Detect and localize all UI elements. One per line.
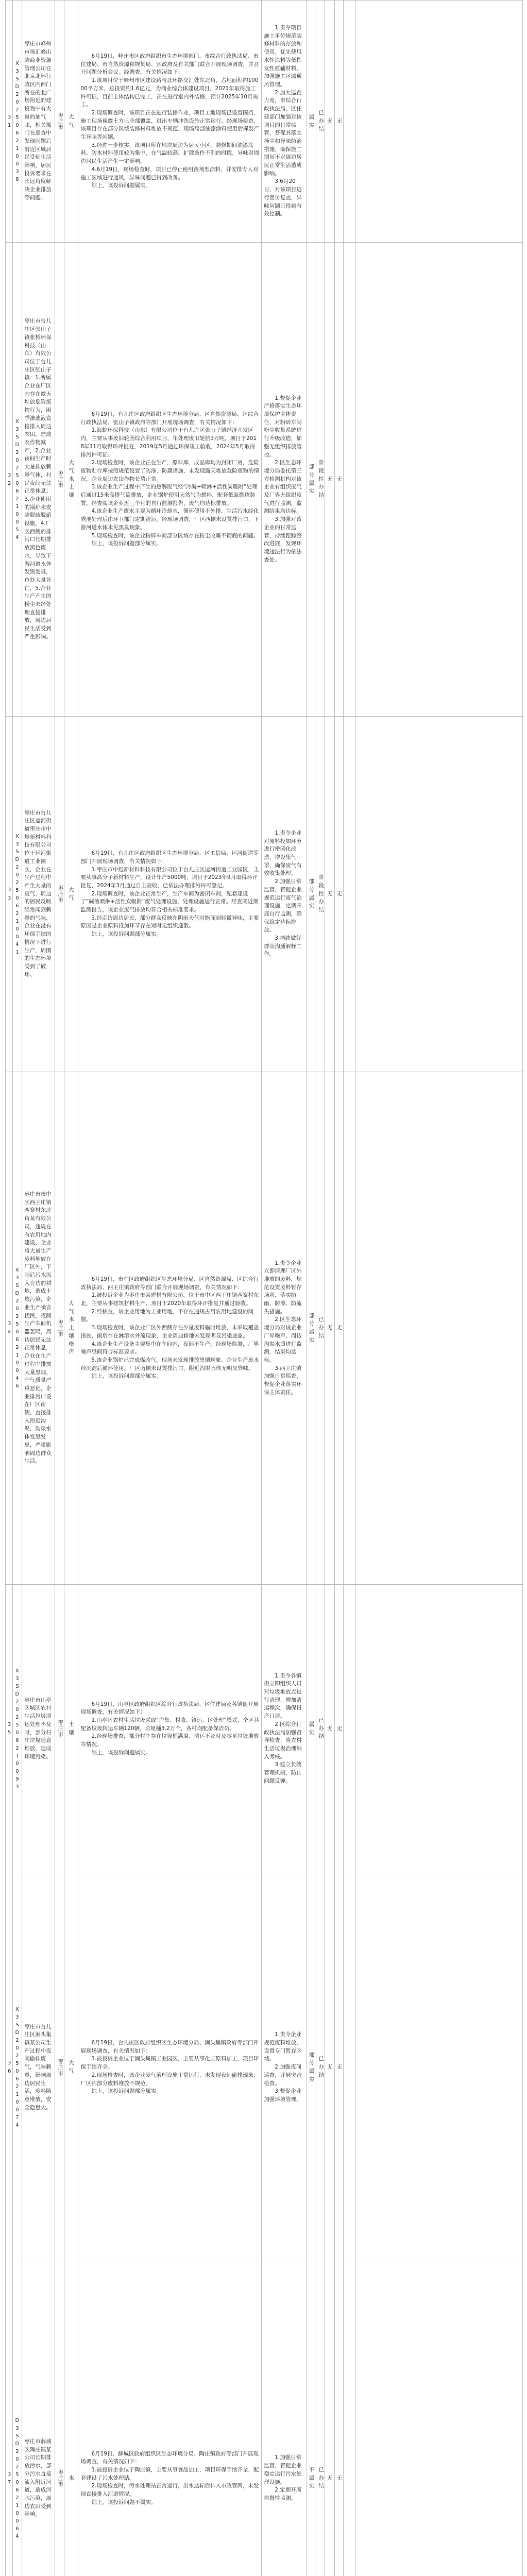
facts-paragraph: 6月19日，山亭区政府组织区综合行政执法局、区住建局及各镇街开展现场调查，有关情况如下：: [80, 1701, 259, 1716]
facts-paragraph: 2.现场检查时，该企业废气治理设施正常运行，未发现夜间偷排现象，厂区内部分废料堆放不规范。: [80, 2072, 259, 2087]
measure-paragraph: 1.责令企业规范废料堆放，设置专门暂存区域。: [264, 2031, 302, 2062]
rectification-measures: [262, 2262, 307, 2576]
facts-paragraph: 1.海蛇环保科技（山东）有限公司位于台儿庄区张山子镇经济开发区内，主要从事废旧轮胎综合利用项目，年处理废旧轮胎3万吨，项目于2018年11月取得环评批复，2019年5月通过环保竣工验收，2024年5月取得排污许可证。: [80, 427, 257, 458]
measure-paragraph: 2.区生态环境分局对该企业厂界噪声、周边沟渠水质进行监测，结果均达标。: [264, 1316, 302, 1363]
complaint-code: X3 SD 20 25 06 21 00 74: [12, 1873, 22, 2262]
row-index: 33: [6, 717, 13, 1072]
table-row: [6, 1072, 523, 1585]
spacer-cell: [355, 717, 523, 1072]
pollution-type: 大气: [64, 717, 78, 1072]
spacer-cell: [355, 2262, 523, 2576]
penalty-info: 无: [325, 717, 335, 1072]
facts-paragraph: 6月19日，峄州市区政府组织市生态环境部门、市综合行政执法局、市住建局、市自然资源和规划局、区政府及有关部门联合开展现场调查，并召开问题分析会议。经调查，有关情况如下：: [80, 53, 259, 76]
complaint-content: 枣庄市台儿庄区涧头集镇某公司生产过程中夜间偷排废气，气味刺鼻，影响周边居民生活，废料随意堆放，安全隐患大。: [22, 1873, 55, 2262]
handling-status: 阶段性办结: [316, 717, 325, 1072]
facts-paragraph: 1.被投诉企业位于陶庄镇，主要从事食品加工，项目环保手续齐全，配套建设了污水处理站。: [80, 2466, 259, 2481]
measure-paragraph: 2.区生态环境分局委托第三方检测机构对该企业有组织废气及厂界无组织废气进行监测，监测结果均达标。: [264, 460, 302, 515]
handling-status: 已办结: [316, 2262, 325, 2576]
measure-paragraph: 3.西王庄镇加强日常巡查，督促企业落实环保主体责任。: [264, 1365, 302, 1396]
penalty-info: 无: [325, 1873, 335, 2262]
complaint-content: 枣庄市峄州市场汇峰山装商业资源管理公司在北京北环行政区内西门所在的北广场附近的建设物中有大量的油气味，相关部门在巡查中发现问题后附近区域居民受到生活影响，居民投诉要求在长远角度解决企业排放等问题。: [22, 1, 55, 243]
complaint-content: 枣庄市台儿庄区运河街道枣庄市中煜新材料科技有限公司位于运河街道工业园区，企业在生产过程中产生大量的废气，周边的居民反映经常闻到刺鼻的气味，企业在没有环保手续的情况下进行生产，周围的生态环境受到了破坏。: [22, 717, 55, 1072]
facts-paragraph: 1.山亭区农村生活垃圾采取“户集、村收、镇运、区处理”模式，全区共配备垃圾转运车辆120辆，垃圾桶3.2万个，各村均配备保洁员。: [80, 1717, 259, 1732]
complaint-table: [5, 0, 523, 2576]
pollution-type: 水: [64, 2262, 78, 2576]
complaint-code: X3 SD 20 25 06 21 00 54: [12, 243, 22, 717]
facts-paragraph: 5.该企业锅炉已完成煤改气，现场未发现排放黑烟现象。企业生产废水经沉淀后循环使用，厂区南侧未设置排污口，附近沟渠水体无明显异味。: [80, 1357, 259, 1371]
facts-paragraph: 2.经现场排查，部分村庄存在垃圾桶满溢、清运不及时及零星垃圾堆放等情况。: [80, 1733, 259, 1748]
facts-paragraph: 6月19日，薛城区政府组织区生态环境分局、陶庄镇政府等部门开展现场调查，有关情况如下：: [80, 2450, 259, 2465]
complaint-code: X3 SD 20 25 06 21 00 46: [12, 1072, 22, 1585]
facts-paragraph: 3.现场检查时，该企业厂区外西侧存在少量废料临时堆放，未采取覆盖措施，雨后存在淋溶水外流现象，企业周边耕地未发现明显污染迹象。: [80, 1325, 259, 1339]
investigation-facts: [78, 243, 262, 717]
row-index: 37: [6, 2262, 13, 2576]
complaint-content: 枣庄市市中区西王庄镇西寨村东北角某有限公司，违规在有农用地内建设，企业将大量生产废料堆放在厂区外，下雨后污水流入旁边的耕地，造成土壤污染，企业生产噪音扰民，夜间生产车间机器轰鸣，周边居民无法正常休息，企业在生产过程中排放大量黑烟，空气质量严重恶化，企业排污口设在厂区南侧，直接排入附近沟渠，沟渠水体发黑发臭，严重影响周边群众生活。: [22, 1072, 55, 1585]
rectification-measures: [262, 1, 307, 243]
city-name: 枣庄市: [55, 1072, 64, 1585]
row-index: 35: [6, 1585, 13, 1873]
spacer-cell: [355, 1, 523, 243]
investigation-facts: [78, 1072, 262, 1585]
table-row: [6, 243, 523, 717]
handling-status: 已办结: [316, 1873, 325, 2262]
complaint-code: D3 SD 20 25 06 21 00 64: [12, 2262, 22, 2576]
facts-paragraph: 2.现场检查时，污水处理站正常运行，出水达标后排入市政管网，未发现直接排入河道情况。: [80, 2483, 259, 2498]
city-name: 枣庄市: [55, 1873, 64, 2262]
facts-paragraph: 4.6月19日，现场检查时，项目已停止使用溶剂型涂料，并安排专人对施工区域进行通风，异味问题已得到改善。: [80, 166, 259, 181]
measure-paragraph: 2.加大巡查力度，市综合行政执法局、区住建部门加强对该项目的日常监管，督促其落实扬尘和异味防治措施，确保施工期间不对周边居民正常生活造成影响。: [264, 89, 302, 177]
facts-paragraph: 3.该企业生产过程中产生的热解废气经“冷凝+喷淋+活性炭吸附”处理后通过15米高排气筒排放，企业锅炉使用天然气为燃料，配套低氮燃烧装置。经查阅该企业近三个月的自行监测报告，废气均达标排放。: [80, 484, 258, 506]
facts-paragraph: 1.被投诉企业为枣庄市某建材有限公司，位于市中区西王庄镇西寨村东北，主要从事建筑材料生产，项目于2020年取得环评批复并通过验收。: [80, 1292, 259, 1307]
row-index: 34: [6, 1072, 13, 1585]
city-name: 枣庄市: [55, 717, 64, 1072]
investigation-facts: [78, 2262, 262, 2576]
measure-paragraph: 2.加强夜间巡查，开展突击检查。: [264, 2064, 302, 2087]
verification-level: 不属实: [307, 2262, 316, 2576]
complaint-code: X3 SD 20 25 06 21 00 38: [12, 1, 22, 243]
penalty-info: 无: [325, 1585, 335, 1873]
verification-level: 部分属实: [307, 1873, 316, 2262]
spacer-cell: [355, 1585, 523, 1873]
pollution-type: 大气 水 土壤: [64, 243, 78, 717]
facts-paragraph: 4.该企业生产废水主要为循环冷却水，循环使用不外排，生活污水经化粪池处理后由环卫部门定期清运。经现场调查，厂区西侧未设置排污口，下游河道水体未见黑臭现象。: [80, 508, 259, 531]
verification-level: 属实: [307, 1585, 316, 1873]
row-index: 36: [6, 1873, 13, 2262]
handling-status: 已办结: [316, 1, 325, 243]
pollution-type: 大气 水 土壤 噪声: [64, 1072, 78, 1585]
rectification-measures: [262, 1873, 307, 2262]
table-row: [6, 1585, 523, 1873]
facts-paragraph: 5.现场检查时，该企业粉碎车间部分区域存在粉尘收集不彻底的问题。: [91, 532, 259, 539]
complaint-content: 枣庄市薛城区陶庄镇某公司长期排放污水，部分污水直接流入附近河道，造成河水污染，周边农田受到影响。: [22, 2262, 55, 2576]
measure-paragraph: 2.区综合行政执法局加强督导检查，将农村生活垃圾治理纳入考核。: [264, 1721, 302, 1760]
pollution-type: 大气: [64, 1873, 78, 2262]
investigation-facts: [78, 1873, 262, 2262]
verification-level: 属实: [307, 1, 316, 243]
measure-paragraph: 1.责令企业立即清理厂区外堆放的废料，规范设置废料暂存场所，落实防雨、防渗、防流失措施。: [264, 1260, 302, 1315]
facts-paragraph: 2.现场调查时，该企业正常生产，生产车间为密闭车间，配套建设了“碱液喷淋+活性炭吸附”废气处理设施，处理设施运行正常。经查阅近期监测报告，该企业废气排放均符合相关标准要求。: [80, 890, 259, 913]
verification-level: 部分属实: [307, 717, 316, 1072]
investigation-facts: [78, 1585, 262, 1873]
facts-paragraph: 2.现场检查时，该企业正在生产，原料库、成品库均为封闭厂房，危险废物贮存库按照规范设置了防渗、防腐措施，未发现露天堆放危险废物的情况，企业周边农田作物长势正常。: [80, 460, 259, 482]
measure-paragraph: 3.持续做好群众沟通解释工作。: [264, 935, 302, 958]
facts-paragraph: 3.经走访周边居民，部分群众反映在阴雨天气时能闻到轻微异味，主要原因是企业原料投加环节存在短时无组织逸散。: [80, 914, 259, 929]
spacer-cell: [344, 2262, 355, 2576]
table-row: [6, 2262, 523, 2576]
facts-paragraph: 综上，该投诉问题部分属实。: [91, 931, 162, 938]
spacer-cell: [344, 1585, 355, 1873]
complaint-code: X3 SD 20 25 06 21 00 41: [12, 717, 22, 1072]
measure-paragraph: 1.责令各镇街立即组织人员对垃圾堆放点进行清理，增加清运频次，确保日产日清。: [264, 1672, 302, 1720]
facts-paragraph: 1.枣庄市中煜新材料科技有限公司位于台儿庄区运河街道工业园区，主要从事高分子新材料生产，设计年产5000吨，项目于2023年9月取得环评批复，2024年3月通过自主验收，已依法办理排污许可登记。: [80, 866, 259, 889]
spacer-cell: [344, 243, 355, 717]
accountability-info: 无: [334, 1585, 344, 1873]
measure-paragraph: 1.责令企业对原料投加环节进行密闭化改造，增设集气罩，确保废气有效收集处理。: [264, 829, 302, 877]
penalty-info: 无: [325, 1072, 335, 1585]
complaint-content: 枣庄市台儿庄区张山子镇张桥环保科技（山东）有限公司位于台儿庄区张山子镇：1.所属企业在厂区内存在露天堆放危险废物行为，雨季渗滤液直接排入周边农田，造成农作物减产，2.企业夜间生产时大量排放刺鼻气体，村民夜间无法正常休息；3.企业使用的锅炉未安装脱硫脱硝设施，4.厂区西侧的排污口长期排放黑色废水，导致下游河道水体发黑发臭，鱼虾大量死亡，5.企业生产产生的粉尘未经处理直接排放，周边居民生活受到严重影响。: [22, 243, 55, 717]
row-index: 31: [6, 1, 13, 243]
pollution-type: 土壤: [64, 1585, 78, 1873]
facts-paragraph: 6月19日，台儿庄区政府组织区生态环境分局、区自然资源局、区综合行政执法局、张山子镇政府等部门开展现场调查，有关情况如下：: [80, 411, 259, 426]
table-row: [6, 1873, 523, 2262]
accountability-info: 无: [334, 717, 344, 1072]
spacer-cell: [344, 717, 355, 1072]
measure-paragraph: 3.加强对该企业的日常监管，持续跟踪整改进展，发现环境违法行为依法查处。: [264, 516, 302, 563]
facts-paragraph: 综上，该投诉问题部分属实。: [91, 540, 162, 547]
row-index: 32: [6, 243, 13, 717]
facts-paragraph: 6月19日，市中区政府组织区生态环境分局、区自然资源局、区综合行政执法局、西王庄镇政府等部门联合开展现场调查，有关情况如下：: [80, 1276, 259, 1291]
accountability-info: 无: [334, 1072, 344, 1585]
facts-paragraph: 综上，该投诉问题属实。: [91, 182, 151, 189]
accountability-info: 无: [334, 1, 344, 243]
rectification-measures: [262, 243, 307, 717]
spacer-cell: [355, 1072, 523, 1585]
handling-status: 已办结: [316, 1585, 325, 1873]
penalty-info: 无: [325, 2262, 335, 2576]
facts-paragraph: 综上，该投诉问题属实。: [91, 1749, 151, 1756]
facts-paragraph: 3.经进一步核实，该项目所在地块周边为居民小区，装修期间油漆涂料、防水材料使用较为集中，在气温较高、扩散条件不利的时段，异味对周边居民生活产生一定影响。: [80, 142, 259, 165]
investigation-facts: [78, 717, 262, 1072]
spacer-cell: [355, 1873, 523, 2262]
city-name: 枣庄市: [55, 1585, 64, 1873]
accountability-info: 无: [334, 2262, 344, 2576]
measure-paragraph: 3.督促企业加强环境管理。: [264, 2088, 302, 2103]
facts-paragraph: 6月19日，台儿庄区政府组织区生态环境分局、涧头集镇政府等部门开展现场调查，有关情况如下：: [80, 2040, 259, 2054]
facts-paragraph: 2.现场调查时，该项目正在进行装修作业，项目工地现场已设置围挡，施工现场裸露土方已全部覆盖，进出车辆冲洗设施正常运行。经现场检查，该项目存在部分区域装修材料堆放不规范、现场局部油漆涂料使用后挥发产生异味等问题。: [80, 109, 259, 141]
verification-level: 部分属实: [307, 243, 316, 717]
complaint-content: 枣庄市山亭区城区农村生活垃圾清运处理不及时，部分村庄垃圾随意堆放，造成环境污染。: [22, 1585, 55, 1873]
complaint-table-body: [6, 1, 523, 2576]
table-row: [6, 1, 523, 243]
penalty-info: 无: [325, 1, 335, 243]
rectification-measures: [262, 1072, 307, 1585]
facts-paragraph: 6月19日，台儿庄区政府组织区生态环境分局、区工信局、运河街道等部门开展现场调查，有关情况如下：: [80, 850, 259, 865]
facts-paragraph: 综上，该投诉问题部分属实。: [91, 1373, 162, 1380]
spacer-cell: [355, 243, 523, 717]
spacer-cell: [344, 1072, 355, 1585]
city-name: 枣庄市: [55, 243, 64, 717]
rectification-measures: [262, 1585, 307, 1873]
penalty-info: 无: [325, 243, 335, 717]
spacer-cell: [344, 1, 355, 243]
facts-paragraph: 综上，该投诉问题部分属实。: [91, 2088, 162, 2095]
handling-status: 阶段性办结: [316, 243, 325, 717]
measure-paragraph: 2.加强日常监管，督促企业规范运行废气治理设施，定期开展自行监测，确保稳定达标排放。: [264, 878, 302, 934]
table-row: [6, 717, 523, 1072]
city-name: 枣庄市: [55, 2262, 64, 2576]
facts-paragraph: 4.该企业生产设备主要集中在车间内，夜间不生产。经现场监测，厂界噪声昼间符合标准要求。: [80, 1341, 259, 1355]
handling-status: 已办结: [316, 1072, 325, 1585]
facts-paragraph: 2.经核查，该企业用地为工业用地，不存在违规占用农用地建设的问题。: [80, 1308, 253, 1323]
investigation-facts: [78, 1, 262, 243]
facts-paragraph: 综上，该投诉问题不属实。: [91, 2499, 157, 2505]
measure-paragraph: 3.6月20日，对该项目进行回访复查，异味问题已得到有效控制。: [264, 178, 302, 217]
measure-paragraph: 1.督促企业严格落实生态环境保护主体责任，对粉碎车间粉尘收集系统进行升级改造，加强无组织排放管控。: [264, 395, 302, 458]
measure-paragraph: 1.责令项目施工单位规范装修材料的存放和使用，优先使用水性涂料等低挥发性原辅材料，加强施工区域通风管理。: [264, 25, 302, 88]
spacer-cell: [344, 1873, 355, 2262]
accountability-info: 无: [334, 243, 344, 717]
measure-paragraph: 3.建立长效管理机制，防止问题反弹。: [264, 1761, 302, 1784]
facts-paragraph: 1.该项目位于峄州市区建设路与北环路交汇处东北角，占地面积约10000平方米，总投资约1.6亿元，为商业综合体建设项目，2021年取得施工许可证，目前主体结构已完工，正在进行室内外装修，预计2025年10月竣工。: [80, 77, 259, 108]
facts-paragraph: 1.被投诉企业位于涧头集镇工业园区，主要从事化工原料加工，项目环保手续齐全。: [80, 2056, 259, 2071]
pollution-type: 大气: [64, 1, 78, 243]
verification-level: 部分属实: [307, 1072, 316, 1585]
complaint-code: X3 SD 20 25 06 21 00 93: [12, 1585, 22, 1873]
measure-paragraph: 2.定期开展监督性监测。: [264, 2487, 302, 2501]
city-name: 枣庄市: [55, 1, 64, 243]
accountability-info: 无: [334, 1873, 344, 2262]
measure-paragraph: 1.加强日常监管，督促企业稳定运行污水处理设施。: [264, 2454, 302, 2485]
rectification-measures: [262, 717, 307, 1072]
